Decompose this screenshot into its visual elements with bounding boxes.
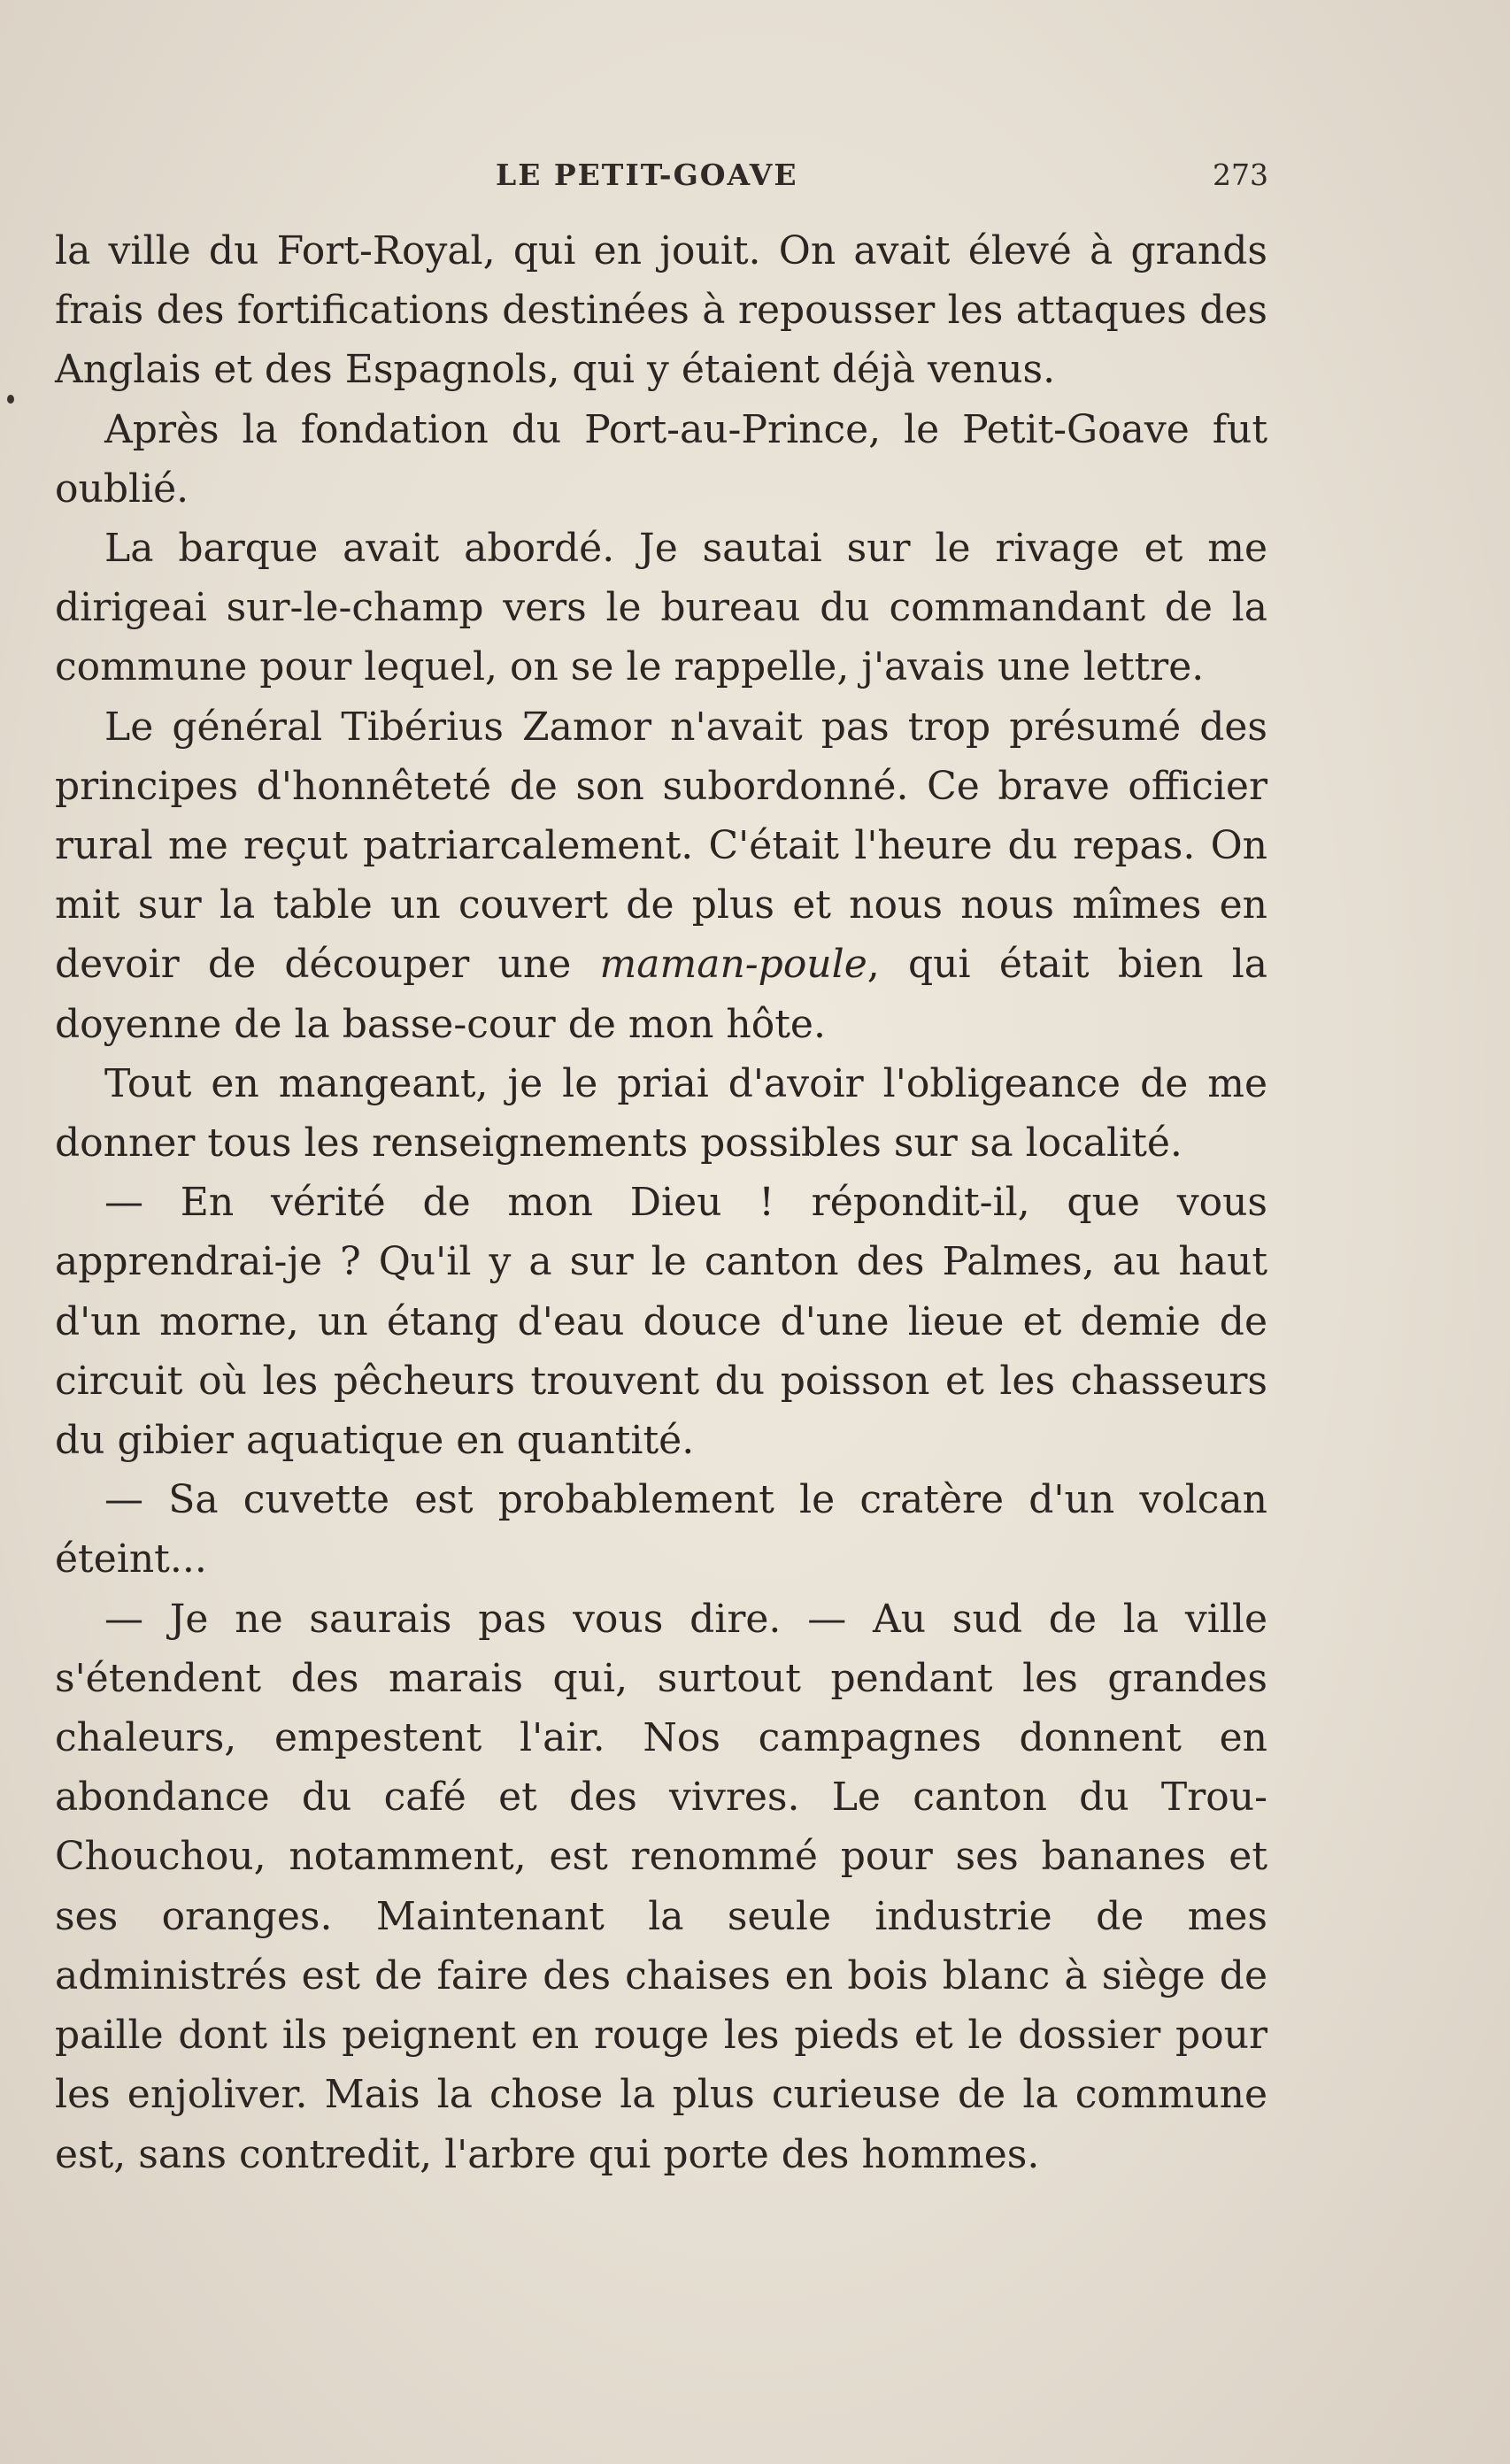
paragraph-7: — Sa cuvette est probablement le cratère d'un volcan éteint...: [55, 1477, 1267, 1582]
paragraph-4-end: , qui était bien la doyenne de la basse-cour de mon hôte.: [55, 942, 1267, 1047]
paragraph-1: la ville du Fort-Royal, qui en jouit. On avait élevé à grands frais des fortifications destinées à repousser les attaques des Anglais et des Espagnols, qui y étaient déjà venus.: [55, 228, 1267, 393]
paragraph-4-start: Le général Tibérius Zamor n'avait pas trop présumé des principes d'honnêteté de son subordonné. Ce brave officier rural me reçut patriarcalement. C'était l'heure du repas. On mit sur la table un couvert de plus et nous nous mîmes en devoir de découper une: [55, 704, 1267, 988]
paragraph-5: Tout en mangeant, je le priai d'avoir l'obligeance de me donner tous les renseignements possibles sur sa localité.: [55, 1060, 1267, 1167]
page-header: [0, 152, 1510, 205]
paragraph-4: [55, 697, 1267, 1054]
running-title: LE PETIT-GOAVE: [496, 158, 798, 192]
paragraph-2: Après la fondation du Port-au-Prince, le Petit-Goave fut oublié.: [55, 406, 1267, 512]
paragraph-4-italic: maman-poule: [599, 942, 867, 988]
body-text: [55, 221, 1267, 2184]
margin-speck: [7, 395, 14, 404]
page-number: 273: [1213, 158, 1268, 192]
paragraph-3: La barque avait abordé. Je sautai sur le rivage et me dirigeai sur-le-champ vers le bureau du commandant de la commune pour lequel, on se le rappelle, j'avais une lettre.: [55, 526, 1267, 690]
paragraph-6: — En vérité de mon Dieu ! répondit-il, que vous apprendrai-je ? Qu'il y a sur le canton des Palmes, au haut d'un morne, un étang d'eau douce d'une lieue et demie de circuit où les pêcheurs trouvent du poisson et les chasseurs du gibier aquatique en quantité.: [55, 1180, 1267, 1464]
paragraph-8: — Je ne saurais pas vous dire. — Au sud de la ville s'étendent des marais qui, surtout pendant les grandes chaleurs, empestent l'air. Nos campagnes donnent en abondance du café et des vivres. Le canton du Trou-Chouchou, notamment, est renommé pour ses bananes et ses oranges. Maintenant la seule industrie de mes administrés est de faire des chaises en bois blanc à siège de paille dont ils peignent en rouge les pieds et le dossier pour les enjoliver. Mais la chose la plus curieuse de la commune est, sans contredit, l'arbre qui porte des hommes.: [55, 1596, 1267, 2177]
